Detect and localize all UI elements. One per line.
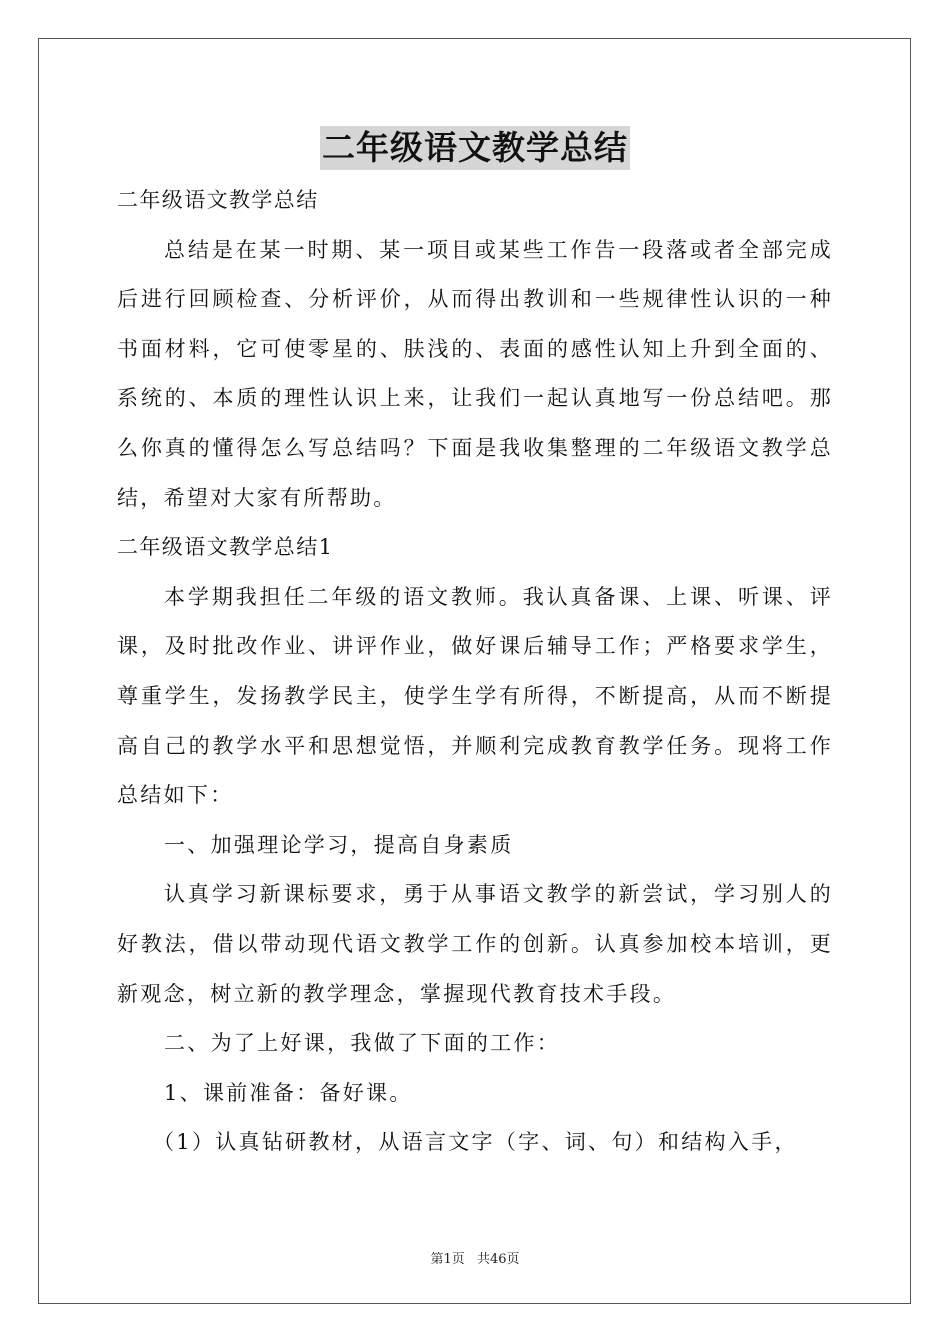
document-title: 二年级语文教学总结: [320, 126, 630, 170]
subsection-heading: 二、为了上好课，我做了下面的工作：: [164, 1031, 561, 1056]
list-item: （1）认真钻研教材，从语言文字（字、词、句）和结构入手，: [153, 1130, 798, 1155]
document-body: [117, 176, 833, 1168]
document-title-block: [0, 126, 950, 170]
intro-paragraph: 总结是在某一时期、某一项目或某些工作告一段落或者全部完成后进行回顾检查、分析评价，从而得出教训和一些规律性认识的一种书面材料，它可使零星的、肤浅的、表面的感性认知上升到全面的、系统的、本质的理性认识上来，让我们一起认真地写一份总结吧。那么你真的懂得怎么写总结吗？下面是我收集整理的二年级语文教学总结，希望对大家有所帮助。: [117, 237, 833, 510]
subtitle-paragraph: 二年级语文教学总结: [117, 188, 319, 212]
page-number: 第1页: [430, 1252, 465, 1267]
body-paragraph: 认真学习新课标要求，勇于从事语文教学的新尝试，学习别人的好教法，借以带动现代语文教学工作的创新。认真参加校本培训，更新观念，树立新的教学理念，掌握现代教育技术手段。: [117, 882, 833, 1006]
page-footer: [0, 1248, 950, 1267]
section-heading: 二年级语文教学总结1: [117, 535, 334, 560]
page-total: 共46页: [476, 1252, 520, 1267]
body-paragraph: 本学期我担任二年级的语文教师。我认真备课、上课、听课、评课，及时批改作业、讲评作业，做好课后辅导工作；严格要求学生，尊重学生，发扬教学民主，使学生学有所得，不断提高，从而不断提高自己的教学水平和思想觉悟，并顺利完成教育教学任务。现将工作总结如下：: [117, 584, 833, 808]
list-item: 1、课前准备：备好课。: [164, 1080, 413, 1105]
subsection-heading: 一、加强理论学习，提高自身素质: [164, 832, 514, 857]
